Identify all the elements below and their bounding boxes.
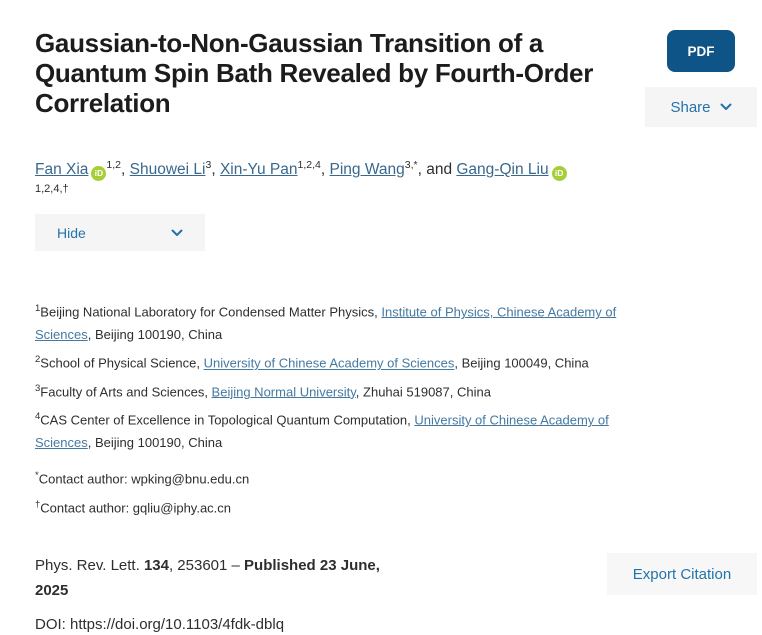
citation-journal: Phys. Rev. Lett. xyxy=(35,557,144,575)
author-entry xyxy=(456,161,566,178)
author-affiliation-sup: 3,* xyxy=(404,159,418,171)
hide-toggle-button[interactable] xyxy=(35,214,205,251)
affiliation-number: 2 xyxy=(35,354,41,366)
doi-text: DOI: https://doi.org/10.1103/4fdk-dblq xyxy=(35,616,285,634)
contact-author-notes xyxy=(35,463,757,520)
author-link-ping-wang[interactable]: Ping Wang xyxy=(329,161,405,179)
author-entry xyxy=(220,161,330,178)
export-citation-button[interactable]: Export Citation xyxy=(607,553,757,595)
hide-toggle-label: Hide xyxy=(57,224,86,241)
orcid-icon-label: iD xyxy=(94,168,104,179)
affiliation-item xyxy=(35,377,653,403)
orcid-icon[interactable] xyxy=(91,166,106,181)
author-affiliation-sup: 1,2 xyxy=(106,159,122,171)
article-actions xyxy=(645,30,757,127)
affiliation-list xyxy=(35,297,653,454)
contact-note xyxy=(35,463,757,491)
orcid-icon-label: iD xyxy=(554,168,564,179)
author-separator: , xyxy=(211,161,220,179)
author-link-shuowei-li[interactable]: Shuowei Li xyxy=(129,161,206,179)
header-row xyxy=(35,28,757,127)
affiliation-link[interactable]: Institute of Physics, Chinese Academy of Sciences xyxy=(35,304,617,343)
author-separator: , and xyxy=(417,161,457,179)
contact-text: Contact author: gqliu@iphy.ac.cn xyxy=(40,500,232,516)
affiliation-item xyxy=(35,297,653,346)
affiliation-text: , Beijing 100049, China xyxy=(454,355,589,371)
author-link-gang-qin-liu[interactable]: Gang-Qin Liu xyxy=(456,161,549,179)
affiliation-text: CAS Center of Excellence in Topological Quantum Computation, xyxy=(40,412,415,428)
affiliation-link[interactable]: Beijing Normal University xyxy=(211,384,356,400)
affiliation-link[interactable]: University of Chinese Academy of Sciences xyxy=(35,412,609,451)
affiliation-text: Beijing National Laboratory for Condensed Matter Physics, xyxy=(40,304,382,320)
author-entry xyxy=(130,161,220,178)
affiliation-link[interactable]: University of Chinese Academy of Sciences xyxy=(203,355,455,371)
citation-volume: 134 xyxy=(143,557,169,575)
chevron-down-icon xyxy=(171,229,183,237)
author-link-fan-xia[interactable]: Fan Xia xyxy=(35,161,89,179)
author-separator: , xyxy=(121,161,130,179)
affiliation-text: , Zhuhai 519087, China xyxy=(355,384,491,400)
author-entry xyxy=(330,161,457,178)
orcid-icon[interactable] xyxy=(552,166,567,181)
page-title: Gaussian-to-Non-Gaussian Transition of a Quantum Spin Bath Revealed by Fourth-Order Correlation xyxy=(35,28,594,118)
affiliation-number: 3 xyxy=(35,382,41,394)
chevron-down-icon xyxy=(720,103,732,111)
affiliation-text: , Beijing 100190, China xyxy=(87,327,223,343)
citation-published-date: Published 23 June, 2025 xyxy=(35,557,380,600)
affiliation-item xyxy=(35,348,653,374)
contact-note xyxy=(35,492,757,520)
share-button-label: Share xyxy=(670,98,711,116)
author-affiliation-sup-wrapped: 1,2,4,† xyxy=(35,183,69,196)
affiliation-number: 1 xyxy=(35,303,41,315)
citation-text xyxy=(35,553,415,603)
author-separator: , xyxy=(320,161,330,179)
affiliation-text: , Beijing 100190, China xyxy=(87,435,223,451)
author-entry xyxy=(35,161,130,178)
affiliation-text: Faculty of Arts and Sciences, xyxy=(40,384,212,400)
author-list xyxy=(35,154,655,197)
contact-marker: * xyxy=(35,470,39,482)
citation-article-number: , 253601 – xyxy=(168,557,245,575)
contact-text: Contact author: wpking@bnu.edu.cn xyxy=(38,471,250,487)
share-button[interactable] xyxy=(645,87,757,127)
contact-marker: † xyxy=(35,498,41,510)
author-affiliation-sup: 3 xyxy=(205,159,212,171)
affiliation-number: 4 xyxy=(35,411,41,423)
affiliation-text: School of Physical Science, xyxy=(40,355,204,371)
citation-row xyxy=(35,553,757,603)
author-affiliation-sup: 1,2,4 xyxy=(297,159,321,171)
affiliation-item xyxy=(35,405,653,454)
pdf-button[interactable]: PDF xyxy=(667,30,735,72)
author-link-xin-yu-pan[interactable]: Xin-Yu Pan xyxy=(219,161,298,179)
